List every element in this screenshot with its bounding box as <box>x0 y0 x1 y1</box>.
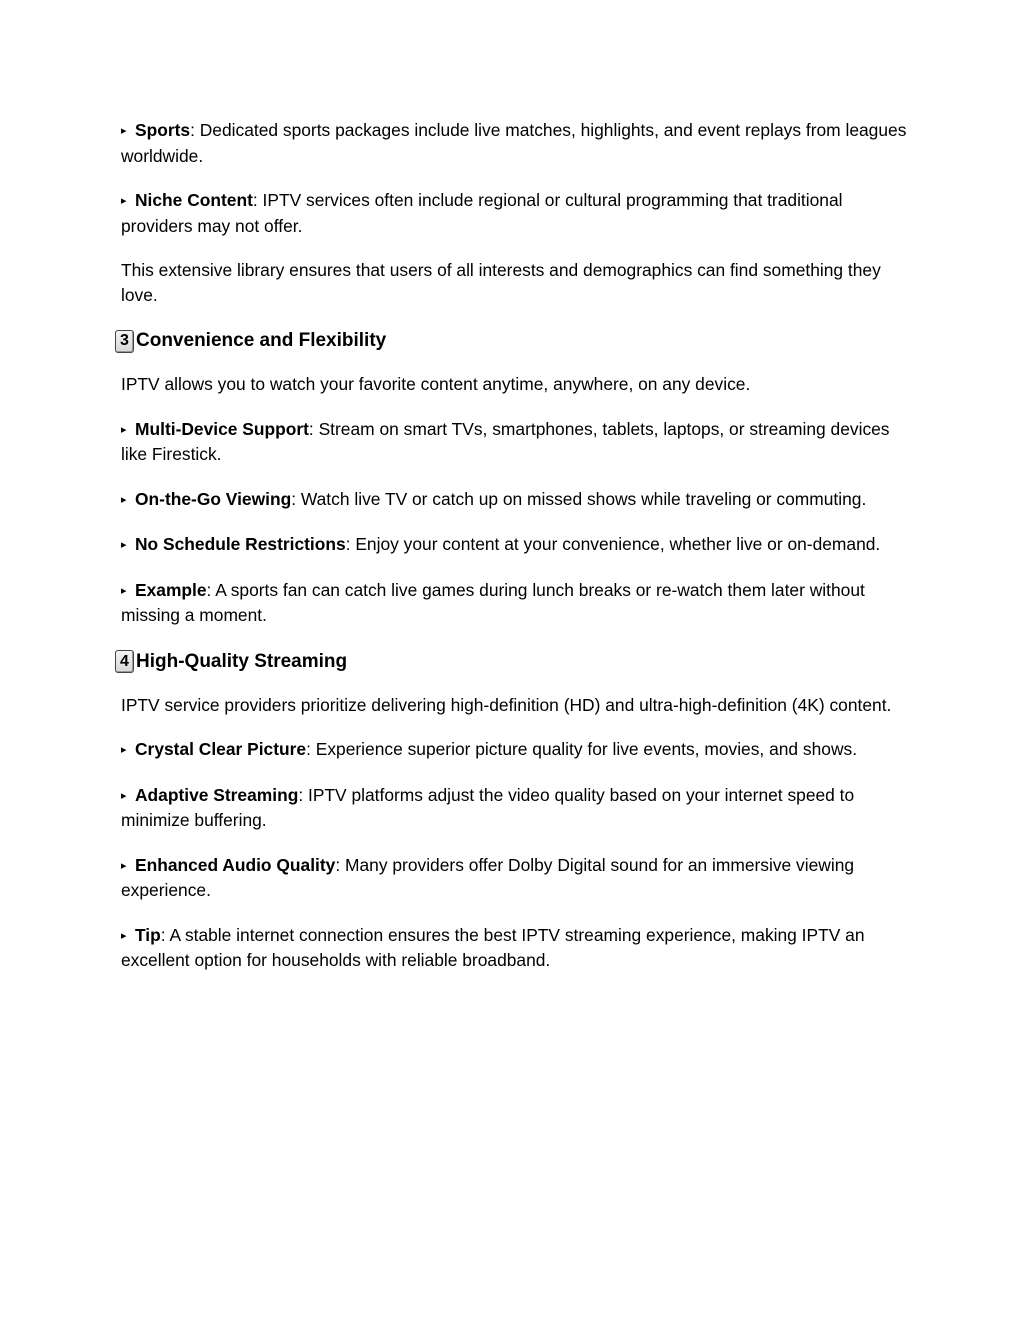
section-3-title: Convenience and Flexibility <box>136 330 387 351</box>
bullet-term: Niche Content <box>135 190 253 210</box>
bullet-text: : Watch live TV or catch up on missed shows while traveling or commuting. <box>291 488 867 509</box>
keycap-number-3-icon: 3 <box>115 330 134 353</box>
bullet-triangle-icon: ▸ <box>121 125 127 137</box>
bullet-text: : Stream on smart TVs, smartphones, tablets, laptops, or streaming devices like Firestick. <box>121 418 890 464</box>
bullet-on-the-go-viewing <box>121 487 911 513</box>
bullet-term: Multi-Device Support <box>135 418 309 439</box>
bullet-text: : Many providers offer Dolby Digital sound for an immersive viewing experience. <box>121 854 855 900</box>
bullet-crystal-clear-picture <box>121 737 911 763</box>
section-3-lead: IPTV allows you to watch your favorite content anytime, anywhere, on any device. <box>121 374 751 394</box>
bullet-triangle-icon: ▸ <box>121 789 127 802</box>
section-3-heading <box>115 327 911 355</box>
bullet-example <box>121 578 911 628</box>
bullet-triangle-icon: ▸ <box>121 929 127 942</box>
bullet-sports <box>121 118 911 168</box>
bullet-text: : IPTV platforms adjust the video quality based on your internet speed to minimize buffering. <box>121 784 855 830</box>
bullet-text: : IPTV services often include regional or cultural programming that traditional providers may not offer. <box>121 190 843 236</box>
bullet-term: Example <box>135 579 207 600</box>
intro-summary: This extensive library ensures that users of all interests and demographics can find something they love. <box>121 260 881 305</box>
bullet-term: Adaptive Streaming <box>135 784 299 805</box>
bullet-adaptive-streaming <box>121 783 911 833</box>
bullet-triangle-icon: ▸ <box>121 539 127 551</box>
bullet-term: Crystal Clear Picture <box>135 739 307 759</box>
section-4-lead: IPTV service providers prioritize delivering high-definition (HD) and ultra-high-definition (4K) content. <box>121 694 892 715</box>
bullet-niche-content <box>121 188 911 238</box>
bullet-term: Sports <box>135 120 191 140</box>
bullet-no-schedule-restrictions <box>121 532 911 558</box>
bullet-triangle-icon: ▸ <box>121 744 127 756</box>
bullet-triangle-icon: ▸ <box>121 584 127 597</box>
bullet-term: No Schedule Restrictions <box>135 534 346 554</box>
bullet-enhanced-audio-quality <box>121 853 911 903</box>
document-page <box>121 118 911 993</box>
bullet-term: Tip <box>135 924 161 945</box>
section-4-title: High-Quality Streaming <box>136 650 348 672</box>
bullet-text: : A sports fan can catch live games during lunch breaks or re-watch them later without missing a moment. <box>121 579 865 625</box>
bullet-triangle-icon: ▸ <box>121 195 127 207</box>
section-4-heading <box>115 648 911 676</box>
bullet-triangle-icon: ▸ <box>121 493 127 506</box>
bullet-term: On-the-Go Viewing <box>135 488 292 509</box>
bullet-text: : A stable internet connection ensures the best IPTV streaming experience, making IPTV an excellent option for households with reliable broadband. <box>121 924 865 970</box>
bullet-text: : Experience superior picture quality for live events, movies, and shows. <box>306 739 858 759</box>
bullet-tip <box>121 923 911 973</box>
keycap-number-4-icon: 4 <box>115 650 134 673</box>
bullet-term: Enhanced Audio Quality <box>135 854 336 875</box>
bullet-text: : Dedicated sports packages include live matches, highlights, and event replays from leagues worldwide. <box>121 120 907 166</box>
bullet-triangle-icon: ▸ <box>121 423 127 436</box>
bullet-multi-device-support <box>121 417 911 467</box>
bullet-text: : Enjoy your content at your convenience, whether live or on-demand. <box>345 534 881 554</box>
bullet-triangle-icon: ▸ <box>121 859 127 872</box>
